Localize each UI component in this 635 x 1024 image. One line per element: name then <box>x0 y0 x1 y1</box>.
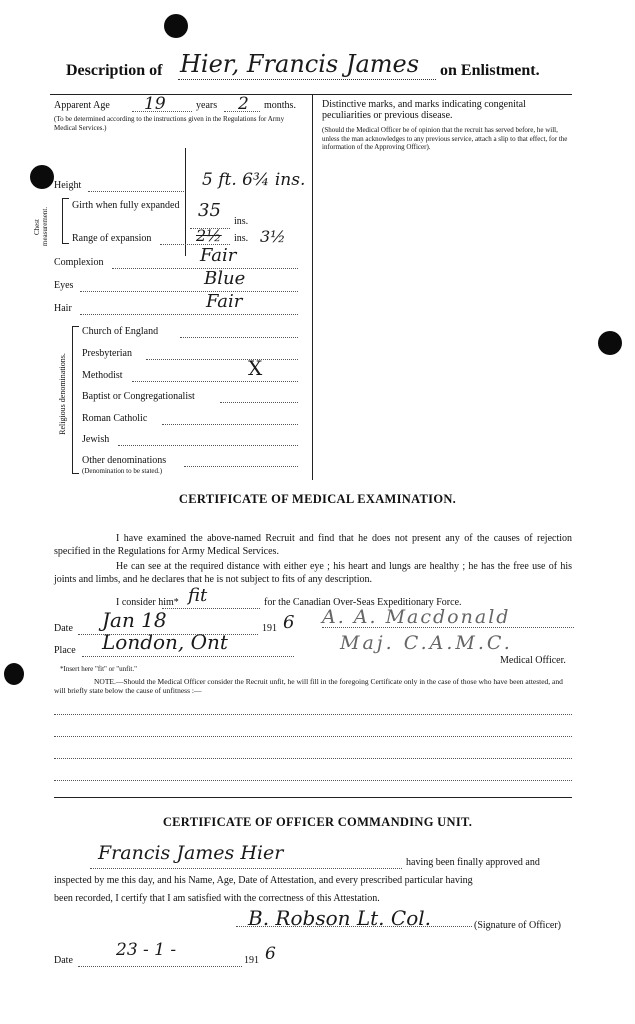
religion-mark: X <box>248 356 263 380</box>
title-suffix: on Enlistment. <box>440 62 540 79</box>
religion-item <box>82 391 195 402</box>
girth-label: Girth when fully expanded <box>72 200 180 211</box>
eyes-label: Eyes <box>54 280 74 291</box>
eyes-value: Blue <box>204 268 246 289</box>
eyes-dots <box>80 280 298 292</box>
religion-dots <box>184 455 298 467</box>
consider-label: I consider him* <box>116 597 179 608</box>
officer-signature-dots <box>236 925 472 927</box>
religion-bracket <box>72 326 79 474</box>
age-years-value: 19 <box>144 94 166 114</box>
unfitness-line <box>54 704 572 715</box>
section-rule <box>54 797 572 798</box>
range-ins-label: ins. <box>234 233 249 244</box>
religion-label: Presbyterian <box>82 348 132 359</box>
religion-item <box>82 413 147 424</box>
chest-side-label: Chest measurement. <box>33 206 49 246</box>
hair-label: Hair <box>54 303 72 314</box>
officer-date-label: Date <box>54 955 73 966</box>
religion-side-label: Religious denominations. <box>58 353 67 435</box>
column-divider <box>312 94 313 480</box>
medical-signature: A. A. Macdonald <box>322 606 511 628</box>
medical-para2: He can see at the required distance with either eye ; his heart and lungs are healthy ; he has the free use of his joints and limbs, and he declares that he is not subject to fits of any description. <box>54 561 572 585</box>
religion-label: Roman Catholic <box>82 413 148 424</box>
medical-heading: CERTIFICATE OF MEDICAL EXAMINATION. <box>178 492 457 506</box>
years-label: years <box>196 100 218 111</box>
range-struck-value: 2½ <box>196 226 222 245</box>
medical-para1: I have examined the above-named Recruit and find that he does not present any of the causes of rejection specified in the Regulations for Army Medical Services. <box>54 533 572 557</box>
medical-place-label: Place <box>54 645 76 656</box>
apparent-age-label: Apparent Age <box>54 100 110 111</box>
girth-ins-label: ins. <box>234 216 249 227</box>
religion-dots <box>146 348 298 360</box>
title-prefix: Description of <box>66 62 163 79</box>
punch-hole <box>4 663 24 685</box>
religion-label: Jewish <box>82 434 110 445</box>
girth-value: 35 <box>198 200 221 221</box>
signature-dots <box>322 626 574 628</box>
officer-year-prefix: 191 <box>244 955 259 966</box>
medical-date-label: Date <box>54 623 73 634</box>
medical-place-value: London, Ont <box>102 630 228 654</box>
chest-bracket <box>62 198 69 244</box>
range-value: 3½ <box>260 227 286 246</box>
insert-note: *Insert here "fit" or "unfit." <box>60 665 137 673</box>
height-label: Height <box>54 180 82 191</box>
other-denomination-note: (Denomination to be stated.) <box>82 467 163 475</box>
religion-item <box>82 348 132 359</box>
religion-dots <box>118 434 298 446</box>
months-label: months. <box>264 100 296 111</box>
religion-label: Methodist <box>82 370 123 381</box>
officer-signature-label: (Signature of Officer) <box>474 920 562 931</box>
complexion-label: Complexion <box>54 257 104 268</box>
officer-signature: B. Robson Lt. Col. <box>248 906 431 930</box>
marks-note: (Should the Medical Officer be of opinion that the recruit has served before, he will, unless the man acknowledges to any previous service, attach a slip to that effect, for the information of the Approving Officer). <box>322 126 568 151</box>
age-months-value: 2 <box>238 94 249 114</box>
medical-rank-signature: Maj. C.A.M.C. <box>340 632 513 654</box>
hair-dots <box>80 303 298 315</box>
officer-text-line2: inspected by me this day, and his Name, Age, Date of Attestation, and every prescribed particular having <box>54 875 473 886</box>
religion-item <box>82 434 109 445</box>
height-value: 5 ft. 6¾ ins. <box>202 170 306 190</box>
religion-dots <box>180 326 298 338</box>
consider-suffix: for the Canadian Over-Seas Expeditionary Force. <box>264 597 462 608</box>
officer-text-after-name: having been finally approved and <box>406 857 540 868</box>
complexion-value: Fair <box>200 245 237 266</box>
consider-value: fit <box>188 585 208 606</box>
unfitness-line <box>54 726 572 737</box>
punch-hole <box>598 331 622 355</box>
punch-hole <box>164 14 188 38</box>
height-dots <box>88 180 184 192</box>
hair-value: Fair <box>206 291 243 312</box>
religion-dots <box>162 413 298 425</box>
unfitness-line <box>54 748 572 759</box>
name-underline <box>178 79 436 80</box>
medical-officer-label: Medical Officer. <box>500 655 566 666</box>
unfitness-line <box>54 770 572 781</box>
medical-year-value: 6 <box>283 612 295 633</box>
medical-note: NOTE.—Should the Medical Officer consider the Recruit unfit, he will fill in the foregoing Certificate only in the case of those who have been attested, and will briefly state below the cause of unfitness :— <box>54 677 563 695</box>
form-title <box>66 50 566 84</box>
religion-item <box>82 370 123 381</box>
religion-label: Other denominations <box>82 455 167 466</box>
medical-year-prefix: 191 <box>262 623 277 634</box>
range-label: Range of expansion <box>72 233 152 244</box>
medical-date-value: Jan 18 <box>102 608 167 632</box>
officer-text-line3: been recorded, I certify that I am satisfied with the correctness of this Attestation. <box>54 893 380 904</box>
apparent-age-row <box>54 94 304 114</box>
consider-dots <box>162 597 260 609</box>
religion-dots <box>220 391 298 403</box>
religion-label: Church of England <box>82 326 159 337</box>
officer-year-value: 6 <box>265 944 276 964</box>
religion-dots <box>132 370 298 382</box>
officer-heading: CERTIFICATE OF OFFICER COMMANDING UNIT. <box>162 815 473 829</box>
religion-label: Baptist or Congregationalist <box>82 391 195 402</box>
recruit-name: Hier, Francis James <box>180 50 420 78</box>
officer-name-value: Francis James Hier <box>98 842 284 864</box>
age-note: (To be determined according to the instructions given in the Regulations for Army Medical Services.) <box>54 115 285 132</box>
marks-heading: Distinctive marks, and marks indicating congenital peculiarities or previous disease. <box>322 99 526 121</box>
religion-item <box>82 455 166 466</box>
officer-date-value: 23 - 1 - <box>116 940 177 960</box>
